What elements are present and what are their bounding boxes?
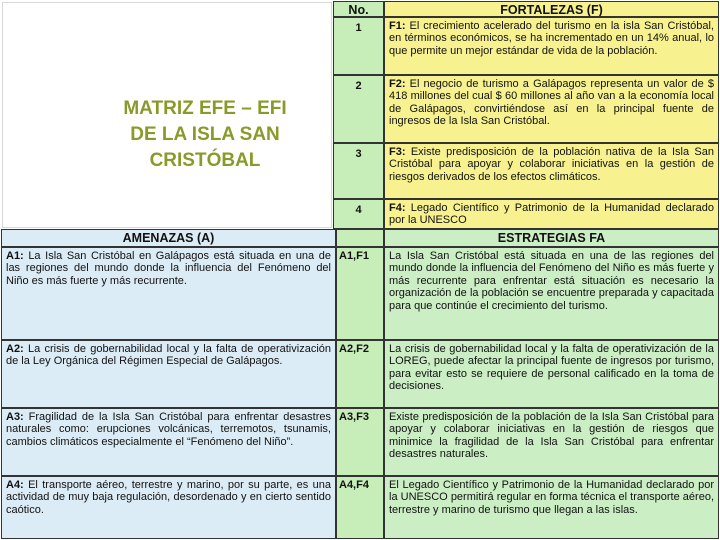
amenaza-code: A4: [6, 479, 24, 491]
combo-code: A2,F2 [336, 340, 384, 408]
amenaza-text: El transporte aéreo, terrestre y marino, por su parte, es una actividad de muy baja regulación, desordenado y en cierto sentido caótico. [6, 479, 331, 516]
estrategia-fa2: La crisis de gobernabilidad local y la falta de operativización de la LOREG, puede afectar la principal fuente de ingresos por turismo, para evitar esto se requiere de personal calificado en la toma de decisiones. [384, 340, 719, 408]
amenaza-a3 [1, 408, 336, 476]
fortaleza-code: F3: [389, 146, 406, 158]
fortaleza-number: 4 [333, 199, 384, 229]
header-spacer [336, 229, 384, 247]
combo-code: A4,F4 [336, 476, 384, 539]
fortaleza-number: 3 [333, 143, 384, 199]
fortaleza-number: 1 [333, 17, 384, 75]
amenaza-text: Fragilidad de la Isla San Cristóbal para enfrentar desastres naturales como: erupciones volcánicas, terremotos, tsunamis, cambios climáticos especialmente el “Fenómeno del Niño”. [6, 411, 331, 448]
title-line-1: MATRIZ EFE – EFI [123, 98, 287, 119]
fortaleza-text: El negocio de turismo a Galápagos representa un valor de $ 418 millones del cual $ 60 millones al año van a la economía local de Galápagos, convirtiéndose así en la principal fuente de ingresos de la Isla San Cristóbal. [389, 78, 714, 128]
amenaza-text: La Isla San Cristóbal en Galápagos está situada en una de las regiones del mundo donde la influencia del Fenómeno del Niño es más fuerte y más recurrente. [6, 250, 331, 287]
amenazas-header: AMENAZAS (A) [1, 229, 336, 247]
fortaleza-f2 [384, 75, 719, 143]
amenaza-code: A1: [6, 250, 24, 262]
amenaza-a2 [1, 340, 336, 408]
fortalezas-header: FORTALEZAS (F) [384, 1, 719, 17]
fortaleza-text: El crecimiento acelerado del turismo en la isla San Cristóbal, en términos económicos, se ha incrementado en un 14% anual, lo que permite un mejor estándar de vida de la población. [389, 20, 714, 57]
page-title [60, 96, 350, 174]
amenaza-text: La crisis de gobernabilidad local y la falta de operativización de la Ley Orgánica del Régimen Especial de Galápagos. [6, 343, 331, 368]
amenaza-code: A3: [6, 411, 24, 423]
amenaza-a1 [1, 247, 336, 340]
fortaleza-f1 [384, 17, 719, 75]
title-line-3: CRISTÓBAL [149, 150, 261, 171]
estrategia-fa4: El Legado Científico y Patrimonio de la Humanidad declarado por la UNESCO permitirá regular en forma técnica el transporte aéreo, terrestre y marino de turismo que llegan a las islas. [384, 476, 719, 539]
fortaleza-f4 [384, 199, 719, 229]
fortaleza-code: F2: [389, 78, 406, 90]
estrategia-fa1: La Isla San Cristóbal está situada en una de las regiones del mundo donde la influencia del Fenómeno del Niño es más fuerte y más recurrente para enfrentar está situación es necesario la organización de la población se encuentre preparada y capacitada para que continúe el crecimiento del turismo. [384, 247, 719, 340]
fortaleza-f3 [384, 143, 719, 199]
combo-code: A3,F3 [336, 408, 384, 476]
amenaza-a4 [1, 476, 336, 539]
fortaleza-code: F1: [389, 20, 406, 32]
fortaleza-text: Existe predisposición de la población nativa de la Isla San Cristóbal para apoyar y colaborar iniciativas en la gestión de riesgos derivados de los efectos climáticos. [389, 146, 714, 183]
no-header: No. [333, 1, 384, 17]
fortaleza-text: Legado Científico y Patrimonio de la Humanidad declarado por la UNESCO [389, 202, 714, 227]
combo-code: A1,F1 [336, 247, 384, 340]
fortaleza-number: 2 [333, 75, 384, 143]
estrategia-fa3: Existe predisposición de la población de la Isla San Cristóbal para apoyar y colaborar iniciativas en la gestión de riesgos que minimice la fragilidad de la Isla San Cristóbal para enfrentar desastres naturales. [384, 408, 719, 476]
title-line-2: DE LA ISLA SAN [130, 124, 280, 145]
estrategias-header: ESTRATEGIAS FA [384, 229, 719, 247]
amenaza-code: A2: [6, 343, 24, 355]
fortaleza-code: F4: [389, 202, 406, 214]
